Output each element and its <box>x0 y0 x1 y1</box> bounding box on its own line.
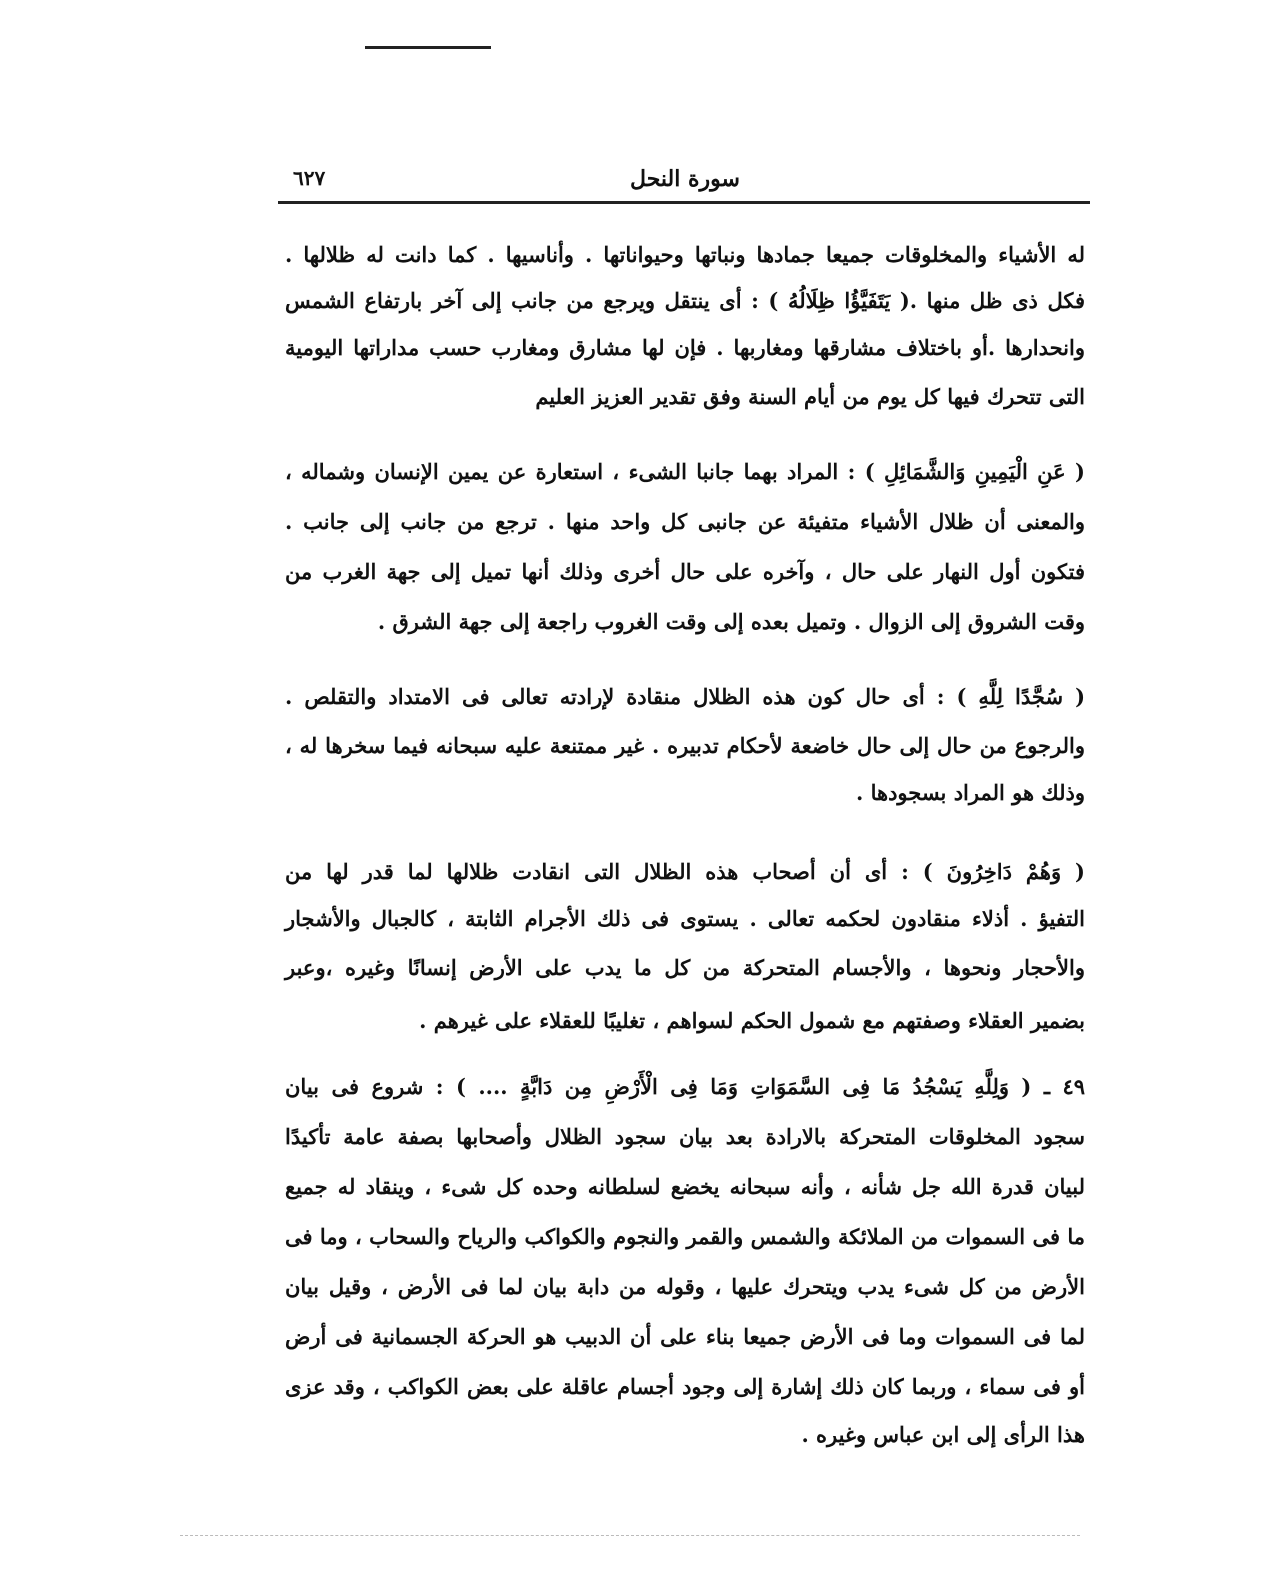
paragraph-5-line: لبيان قدرة الله جل شأنه ، وأنه سبحانه يخضع لسلطانه وحده كل شىء ، وينقاد له جميع <box>285 1174 1085 1199</box>
paragraph-4-line: والأحجار ونحوها ، والأجسام المتحركة من كل ما يدب على الأرض إنسانًا وغيره ،وعبر <box>285 955 1085 980</box>
scan-noise-line <box>180 1535 1080 1537</box>
paragraph-3-line: وذلك هو المراد بسجودها . <box>855 780 1085 805</box>
header-rule <box>278 201 1090 204</box>
paragraph-4-line: بضمير العقلاء وصفتهم مع شمول الحكم لسواهم ، تغليبًا للعقلاء على غيرهم . <box>419 1008 1085 1033</box>
paragraph-1-line: التى تتحرك فيها كل يوم من أيام السنة وفق تقدير العزيز العليم <box>535 384 1085 409</box>
page-number: ٦٢٧ <box>293 166 326 190</box>
paragraph-5-line: الأرض من كل شىء يدب ويتحرك عليها ، وقوله من دابة بيان لما فى الأرض ، وقيل بيان <box>285 1274 1085 1299</box>
paragraph-5-line: سجود المخلوقات المتحركة بالارادة بعد بيان سجود الظلال وأصحابها بصفة عامة تأكيدًا <box>285 1124 1085 1149</box>
paragraph-2-line: والمعنى أن ظلال الأشياء متفيئة عن جانبى كل واحد منها . ترجع من جانب إلى جانب . <box>285 509 1085 534</box>
paragraph-5-line: ٤٩ ـ ( وَلِلَّهِ يَسْجُدُ مَا فِى السَّمَوَاتِ وَمَا فِى الْأَرْضِ مِن دَابَّةٍ .... ) : شروع فى بيان <box>285 1074 1085 1099</box>
surah-title: سورة النحل <box>630 166 740 192</box>
paragraph-2-line: ( عَنِ الْيَمِينِ وَالشَّمَائِلِ ) : المراد بهما جانبا الشىء ، استعارة عن يمين الإنسان وشماله ، <box>285 459 1085 484</box>
paragraph-5-line: ما فى السموات من الملائكة والشمس والقمر والنجوم والكواكب والرياح والسحاب ، وما فى <box>285 1224 1085 1249</box>
paragraph-4-line: التفيؤ . أذلاء منقادون لحكمه تعالى . يستوى فى ذلك الأجرام الثابتة ، كالجبال والأشجار <box>285 906 1085 931</box>
running-header <box>285 166 1085 196</box>
paragraph-4-line: ( وَهُمْ دَاخِرُونَ ) : أى أن أصحاب هذه الظلال التى انقادت ظلالها لما قدر لها من <box>285 859 1085 884</box>
top-decorative-rule <box>365 46 491 49</box>
paragraph-5-line: أو فى سماء ، وربما كان ذلك إشارة إلى وجود أجسام عاقلة على بعض الكواكب ، وقد عزى <box>285 1374 1085 1399</box>
paragraph-1-line: فكل ذى ظل منها .( يَتَفَيَّؤُا ظِلَالُهُ ) : أى ينتقل ويرجع من جانب إلى آخر بارتفاع الشمس <box>285 288 1085 313</box>
paragraph-3-line: والرجوع من حال إلى حال خاضعة لأحكام تدبيره . غير ممتنعة عليه سبحانه فيما سخرها له ، <box>285 733 1085 758</box>
paragraph-2-line: فتكون أول النهار على حال ، وآخره على حال أخرى وذلك أنها تميل إلى جهة الغرب من <box>285 559 1085 584</box>
paragraph-5-line: هذا الرأى إلى ابن عباس وغيره . <box>801 1422 1085 1447</box>
paragraph-1-line: له الأشياء والمخلوقات جميعا جمادها ونباتها وحيواناتها . وأناسيها . كما دانت له ظلالها . <box>285 242 1085 267</box>
paragraph-1-line: وانحدارها .أو باختلاف مشارقها ومغاربها . فإن لها مشارق ومغارب حسب مداراتها اليومية <box>285 335 1085 360</box>
paragraph-5-line: لما فى السموات وما فى الأرض جميعا بناء على أن الدبيب هو الحركة الجسمانية فى أرض <box>285 1324 1085 1349</box>
paragraph-3-line: ( سُجَّدًا لِلَّهِ ) : أى حال كون هذه الظلال منقادة لإرادته تعالى فى الامتداد والتقلص . <box>285 684 1085 709</box>
paragraph-2-line: وقت الشروق إلى الزوال . وتميل بعده إلى وقت الغروب راجعة إلى جهة الشرق . <box>377 609 1085 634</box>
